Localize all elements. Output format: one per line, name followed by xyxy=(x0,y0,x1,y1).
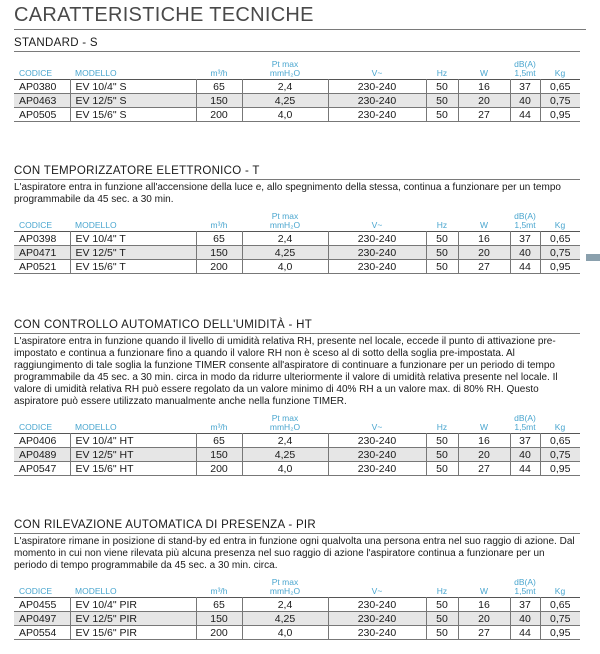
header-hz xyxy=(426,54,458,80)
cell-w: 20 xyxy=(458,94,510,108)
header-kg-text: Kg xyxy=(554,586,566,596)
section-title: CON TEMPORIZZATORE ELETTRONICO - T xyxy=(14,165,260,177)
cell-db: 40 xyxy=(510,448,540,462)
header-db-text: dB(A) xyxy=(514,211,536,221)
section-title: CON CONTROLLO AUTOMATICO DELL'UMIDITÀ - HT xyxy=(14,319,313,331)
header-modello-text: MODELLO xyxy=(75,220,117,230)
section-divider xyxy=(14,51,580,52)
table-row xyxy=(14,246,580,260)
header-codice-text: CODICE xyxy=(19,586,53,596)
header-kg-text: Kg xyxy=(554,68,566,78)
table-row xyxy=(14,434,580,448)
header-voltage xyxy=(328,206,426,232)
cell-m3h: 200 xyxy=(196,462,242,476)
header-voltage xyxy=(328,572,426,598)
title-divider xyxy=(14,29,586,30)
cell-v: 230-240 xyxy=(328,598,426,612)
section-description: L'aspiratore entra in funzione all'accensione della luce e, allo spegnimento della stessa, continua a funzionare per un tempo programmabile da 45 sec. a 30 min. xyxy=(14,182,561,205)
cell-pt: 4,0 xyxy=(242,260,328,274)
header-modello xyxy=(70,408,196,434)
header-watt xyxy=(458,206,510,232)
section-timer xyxy=(14,164,580,274)
cell-w: 20 xyxy=(458,246,510,260)
header-hz xyxy=(426,572,458,598)
header-kg-text: Kg xyxy=(554,220,566,230)
header-hz xyxy=(426,408,458,434)
cell-hz: 50 xyxy=(426,462,458,476)
spec-table xyxy=(14,408,580,476)
header-watt-text: W xyxy=(479,68,489,78)
cell-codice: AP0398 xyxy=(19,232,57,245)
cell-hz: 50 xyxy=(426,94,458,108)
section-title: CON RILEVAZIONE AUTOMATICA DI PRESENZA - PIR xyxy=(14,519,317,531)
spec-table xyxy=(14,572,580,640)
header-modello xyxy=(70,572,196,598)
table-header-row xyxy=(14,408,580,434)
cell-w: 20 xyxy=(458,612,510,626)
cell-db: 37 xyxy=(510,80,540,94)
header-m3h xyxy=(196,572,242,598)
header-voltage xyxy=(328,408,426,434)
cell-db: 40 xyxy=(510,612,540,626)
spec-table xyxy=(14,206,580,274)
section-title: STANDARD - S xyxy=(14,37,98,49)
cell-pt: 4,25 xyxy=(242,612,328,626)
header-voltage-text: V~ xyxy=(371,586,383,596)
table-row xyxy=(14,448,580,462)
cell-modello: EV 12/5" T xyxy=(70,246,196,260)
cell-pt: 4,25 xyxy=(242,246,328,260)
cell-v: 230-240 xyxy=(328,94,426,108)
cell-db: 44 xyxy=(510,462,540,476)
table-header-row xyxy=(14,572,580,598)
cell-hz: 50 xyxy=(426,598,458,612)
cell-m3h: 65 xyxy=(196,598,242,612)
cell-modello: EV 15/6" HT xyxy=(70,462,196,476)
header-pt-max xyxy=(242,206,328,232)
header-voltage-text: V~ xyxy=(371,220,383,230)
cell-hz: 50 xyxy=(426,434,458,448)
cell-hz: 50 xyxy=(426,108,458,122)
header-pt-max xyxy=(242,408,328,434)
section-divider xyxy=(14,533,580,534)
cell-pt: 4,0 xyxy=(242,462,328,476)
cell-kg: 0,65 xyxy=(540,598,580,612)
cell-w: 27 xyxy=(458,462,510,476)
header-codice-text: CODICE xyxy=(19,220,53,230)
header-kg xyxy=(540,572,580,598)
header-watt xyxy=(458,54,510,80)
header-modello-text: MODELLO xyxy=(75,68,117,78)
header-modello-text: MODELLO xyxy=(75,422,117,432)
header-codice xyxy=(14,572,70,598)
header-db-text: 1,5mt xyxy=(514,68,536,78)
cell-m3h: 200 xyxy=(196,260,242,274)
header-m3h-text: m³/h xyxy=(210,220,228,230)
cell-w: 27 xyxy=(458,108,510,122)
cell-w: 27 xyxy=(458,260,510,274)
cell-db: 37 xyxy=(510,434,540,448)
header-db-text: dB(A) xyxy=(514,577,536,587)
header-voltage xyxy=(328,54,426,80)
cell-m3h: 65 xyxy=(196,232,242,246)
cell-hz: 50 xyxy=(426,246,458,260)
cell-v: 230-240 xyxy=(328,260,426,274)
header-watt-text: W xyxy=(479,422,489,432)
cell-kg: 0,95 xyxy=(540,462,580,476)
header-hz-text: Hz xyxy=(436,586,448,596)
page-title: CARATTERISTICHE TECNICHE xyxy=(14,4,314,26)
header-pt-max-text: mmH₂O xyxy=(269,586,301,596)
cell-w: 27 xyxy=(458,626,510,640)
cell-m3h: 150 xyxy=(196,94,242,108)
section-humidity xyxy=(14,318,580,476)
section-standard xyxy=(14,36,580,122)
header-codice-text: CODICE xyxy=(19,422,53,432)
cell-hz: 50 xyxy=(426,232,458,246)
cell-modello: EV 15/6" T xyxy=(70,260,196,274)
cell-pt: 4,25 xyxy=(242,448,328,462)
cell-pt: 4,25 xyxy=(242,94,328,108)
table-row xyxy=(14,80,580,94)
cell-db: 44 xyxy=(510,260,540,274)
cell-modello: EV 12/5" HT xyxy=(70,448,196,462)
cell-hz: 50 xyxy=(426,80,458,94)
header-pt-max-text: mmH₂O xyxy=(269,68,301,78)
header-m3h xyxy=(196,408,242,434)
cell-modello: EV 10/4" PIR xyxy=(70,598,196,612)
cell-m3h: 150 xyxy=(196,448,242,462)
cell-pt: 2,4 xyxy=(242,598,328,612)
header-voltage-text: V~ xyxy=(371,422,383,432)
cell-kg: 0,75 xyxy=(540,612,580,626)
header-hz xyxy=(426,206,458,232)
header-m3h-text: m³/h xyxy=(210,68,228,78)
cell-v: 230-240 xyxy=(328,108,426,122)
table-row xyxy=(14,94,580,108)
cell-w: 16 xyxy=(458,80,510,94)
header-hz-text: Hz xyxy=(436,68,448,78)
header-codice-text: CODICE xyxy=(19,68,53,78)
cell-v: 230-240 xyxy=(328,612,426,626)
spec-table xyxy=(14,54,580,122)
header-pt-max-text: Pt max xyxy=(271,59,299,69)
table-row xyxy=(14,626,580,640)
cell-modello: EV 12/5" PIR xyxy=(70,612,196,626)
header-kg xyxy=(540,54,580,80)
cell-kg: 0,75 xyxy=(540,246,580,260)
section-description: L'aspiratore entra in funzione quando il livello di umidità relativa RH, presente nel locale, eccede il punto di attivazione pre-impostato e continua a funzionare fino a quando il valore RH non è sceso al di sotto della soglia pre-impostata. Al raggiungimento di tale soglia la funzione TIMER consente all'aspiratore di continuare a funzionare per un periodo di tempo programmabile da 45 sec. a 30 min. circa in modo da ridurre ulteriormente il valore di umidità relativa presente nel locale. Il valore di umidità relativa RH può essere regolato da un valore minimo di 40% RH a un valore max. di 80% RH. Questo aspiratore può essere utilizzato manualmente anche nella funzione TIMER. xyxy=(14,336,558,407)
header-hz-text: Hz xyxy=(436,220,448,230)
cell-codice: AP0489 xyxy=(19,448,57,461)
cell-kg: 0,75 xyxy=(540,94,580,108)
cell-kg: 0,65 xyxy=(540,434,580,448)
header-db-text: 1,5mt xyxy=(514,422,536,432)
cell-v: 230-240 xyxy=(328,448,426,462)
cell-codice: AP0406 xyxy=(19,434,57,447)
table-header-row xyxy=(14,206,580,232)
cell-v: 230-240 xyxy=(328,626,426,640)
header-codice xyxy=(14,408,70,434)
cell-codice: AP0521 xyxy=(19,260,57,273)
header-hz-text: Hz xyxy=(436,422,448,432)
table-row xyxy=(14,612,580,626)
header-m3h-text: m³/h xyxy=(210,586,228,596)
header-watt-text: W xyxy=(479,220,489,230)
cell-w: 16 xyxy=(458,232,510,246)
cell-pt: 2,4 xyxy=(242,80,328,94)
cell-hz: 50 xyxy=(426,260,458,274)
cell-kg: 0,65 xyxy=(540,80,580,94)
cell-pt: 2,4 xyxy=(242,232,328,246)
cell-m3h: 200 xyxy=(196,626,242,640)
cell-v: 230-240 xyxy=(328,232,426,246)
cell-v: 230-240 xyxy=(328,462,426,476)
header-m3h-text: m³/h xyxy=(210,422,228,432)
cell-db: 44 xyxy=(510,626,540,640)
cell-modello: EV 12/5" S xyxy=(70,94,196,108)
cell-m3h: 65 xyxy=(196,434,242,448)
header-modello-text: MODELLO xyxy=(75,586,117,596)
header-pt-max xyxy=(242,572,328,598)
cell-w: 16 xyxy=(458,434,510,448)
cell-db: 40 xyxy=(510,94,540,108)
cell-w: 20 xyxy=(458,448,510,462)
header-kg xyxy=(540,408,580,434)
cell-codice: AP0463 xyxy=(19,94,57,107)
cell-hz: 50 xyxy=(426,626,458,640)
cell-v: 230-240 xyxy=(328,434,426,448)
header-pt-max-text: Pt max xyxy=(271,413,299,423)
cell-codice: AP0505 xyxy=(19,108,57,121)
header-db xyxy=(510,572,540,598)
cell-db: 37 xyxy=(510,232,540,246)
section-description: L'aspiratore rimane in posizione di stand-by ed entra in funzione ogni qualvolta una persona entra nel suo raggio di azione. Dal momento in cui non viene rilevata più alcuna presenza nel suo raggio di azione l'aspiratore continua a funzionare per un periodo di tempo programmabile da 45 sec. a 30 min. circa. xyxy=(14,536,575,571)
cell-kg: 0,95 xyxy=(540,260,580,274)
table-row xyxy=(14,462,580,476)
cell-modello: EV 10/4" S xyxy=(70,80,196,94)
cell-kg: 0,75 xyxy=(540,448,580,462)
section-presence xyxy=(14,518,580,640)
cell-hz: 50 xyxy=(426,612,458,626)
header-watt xyxy=(458,572,510,598)
cell-modello: EV 15/6" PIR xyxy=(70,626,196,640)
section-divider xyxy=(14,179,580,180)
cell-codice: AP0380 xyxy=(19,80,57,93)
table-row xyxy=(14,232,580,246)
header-watt-text: W xyxy=(479,586,489,596)
cell-w: 16 xyxy=(458,598,510,612)
header-db xyxy=(510,206,540,232)
cell-codice: AP0497 xyxy=(19,612,57,625)
cell-codice: AP0547 xyxy=(19,462,57,475)
table-header-row xyxy=(14,54,580,80)
section-divider xyxy=(14,333,580,334)
cell-codice: AP0471 xyxy=(19,246,57,259)
header-kg xyxy=(540,206,580,232)
cell-pt: 2,4 xyxy=(242,434,328,448)
table-row xyxy=(14,108,580,122)
side-tab-marker xyxy=(586,254,600,261)
cell-v: 230-240 xyxy=(328,80,426,94)
cell-db: 37 xyxy=(510,598,540,612)
cell-pt: 4,0 xyxy=(242,108,328,122)
header-db-text: dB(A) xyxy=(514,59,536,69)
header-pt-max-text: mmH₂O xyxy=(269,422,301,432)
cell-m3h: 200 xyxy=(196,108,242,122)
header-voltage-text: V~ xyxy=(371,68,383,78)
header-modello xyxy=(70,206,196,232)
header-pt-max-text: Pt max xyxy=(271,577,299,587)
table-row xyxy=(14,598,580,612)
cell-modello: EV 10/4" HT xyxy=(70,434,196,448)
cell-codice: AP0554 xyxy=(19,626,57,639)
cell-kg: 0,65 xyxy=(540,232,580,246)
header-kg-text: Kg xyxy=(554,422,566,432)
header-pt-max-text: mmH₂O xyxy=(269,220,301,230)
cell-modello: EV 10/4" T xyxy=(70,232,196,246)
cell-codice: AP0455 xyxy=(19,598,57,611)
cell-m3h: 150 xyxy=(196,246,242,260)
cell-kg: 0,95 xyxy=(540,108,580,122)
header-db xyxy=(510,408,540,434)
header-codice xyxy=(14,54,70,80)
header-modello xyxy=(70,54,196,80)
cell-m3h: 150 xyxy=(196,612,242,626)
cell-kg: 0,95 xyxy=(540,626,580,640)
cell-m3h: 65 xyxy=(196,80,242,94)
header-db xyxy=(510,54,540,80)
header-watt xyxy=(458,408,510,434)
cell-pt: 4,0 xyxy=(242,626,328,640)
cell-hz: 50 xyxy=(426,448,458,462)
cell-modello: EV 15/6" S xyxy=(70,108,196,122)
header-pt-max xyxy=(242,54,328,80)
header-db-text: 1,5mt xyxy=(514,220,536,230)
cell-db: 40 xyxy=(510,246,540,260)
header-db-text: dB(A) xyxy=(514,413,536,423)
cell-db: 44 xyxy=(510,108,540,122)
cell-v: 230-240 xyxy=(328,246,426,260)
header-m3h xyxy=(196,54,242,80)
header-pt-max-text: Pt max xyxy=(271,211,299,221)
table-row xyxy=(14,260,580,274)
header-codice xyxy=(14,206,70,232)
header-m3h xyxy=(196,206,242,232)
header-db-text: 1,5mt xyxy=(514,586,536,596)
